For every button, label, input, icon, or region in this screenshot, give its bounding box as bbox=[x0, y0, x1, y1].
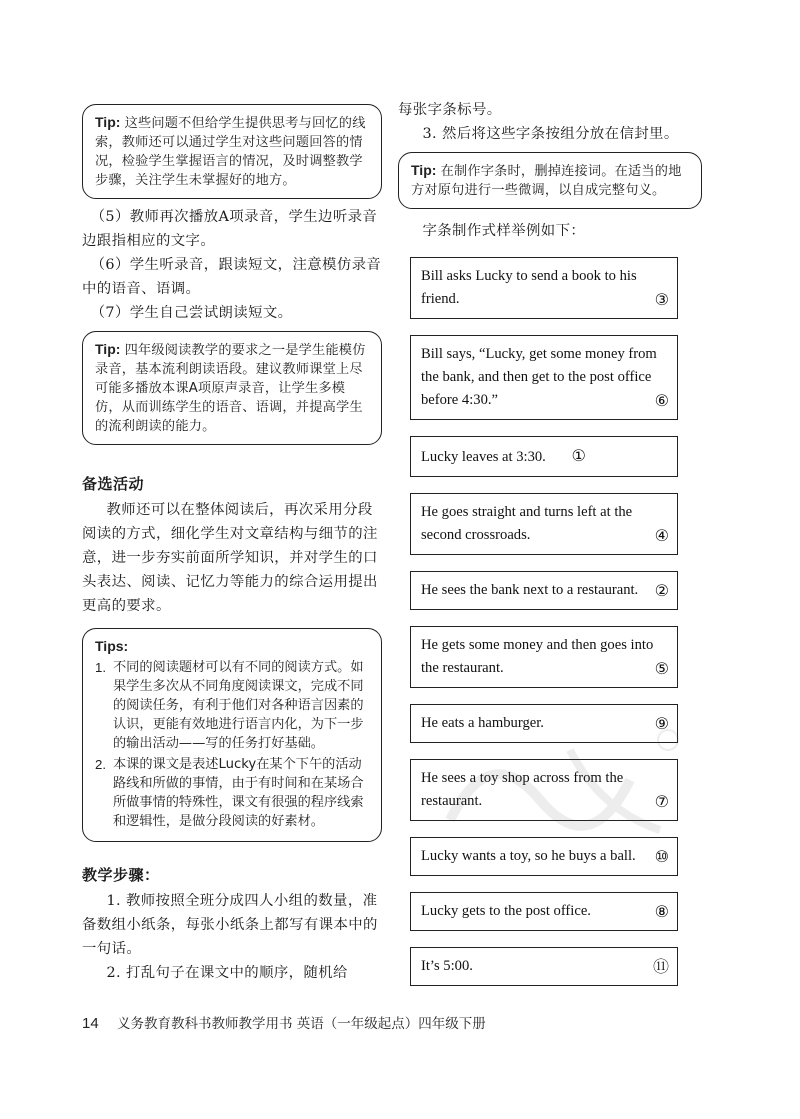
strip-text: Bill says, “Lucky, get some money from the bank, and then get to the post office before 4:30.” bbox=[421, 346, 657, 408]
tip-label: Tip: bbox=[95, 114, 121, 130]
sentence-strip bbox=[410, 571, 678, 610]
step-7: （7）学生自己尝试朗读短文。 bbox=[90, 305, 293, 321]
tip-text: 在制作字条时，删掉连接词。在适当的地方对原句进行一些微调，以自成完整句义。 bbox=[411, 164, 682, 198]
strip-text: He sees the bank next to a restaurant. bbox=[421, 582, 639, 598]
sentence-strips bbox=[410, 257, 678, 986]
book-title: 义务教育教科书教师教学用书 英语（一年级起点）四年级下册 bbox=[116, 1016, 486, 1032]
strip-number: ⑦ bbox=[654, 792, 669, 811]
sentence-strip bbox=[410, 257, 678, 319]
left-column bbox=[82, 96, 382, 985]
sentence-strip bbox=[410, 837, 678, 876]
tip-box-2 bbox=[82, 331, 382, 445]
tip-label: Tip: bbox=[411, 162, 437, 178]
sentence-strip bbox=[410, 493, 678, 555]
strip-number: ③ bbox=[654, 290, 669, 309]
strip-number: ⑩ bbox=[654, 847, 669, 866]
strip-text: Bill asks Lucky to send a book to his friend. bbox=[421, 268, 637, 307]
strip-text: Lucky wants a toy, so he buys a ball. bbox=[421, 848, 636, 864]
section-title-teaching-steps: 教学步骤： bbox=[82, 866, 160, 884]
strip-text: He sees a toy shop across from the restaurant. bbox=[421, 770, 624, 809]
sentence-strip bbox=[410, 704, 678, 743]
sentence-strip bbox=[410, 892, 678, 931]
step-5: （5）教师再次播放A项录音，学生边听录音边跟指相应的文字。 bbox=[82, 209, 378, 249]
strip-number: ⑧ bbox=[654, 902, 669, 921]
strip-text: Lucky leaves at 3:30. bbox=[421, 449, 546, 465]
continued-text: 每张字条标号。 bbox=[398, 102, 502, 118]
tips-item-number: 2. bbox=[95, 757, 106, 772]
section-title-alternative: 备选活动 bbox=[82, 475, 145, 493]
teaching-step-2: 2. 打乱句子在课文中的顺序，随机给 bbox=[106, 965, 348, 981]
tips-label: Tips: bbox=[95, 638, 129, 654]
tips-item-number: 1. bbox=[95, 660, 106, 675]
strip-text: He gets some money and then goes into the restaurant. bbox=[421, 637, 654, 676]
strip-number: ⑤ bbox=[654, 659, 669, 678]
tip-label: Tip: bbox=[95, 341, 121, 357]
strip-text: Lucky gets to the post office. bbox=[421, 903, 591, 919]
sentence-strip bbox=[410, 626, 678, 688]
sentence-strip bbox=[410, 759, 678, 821]
strip-text: He eats a hamburger. bbox=[421, 715, 544, 731]
strip-text: It’s 5:00. bbox=[421, 958, 473, 974]
strip-number: ④ bbox=[654, 526, 669, 545]
strip-number: ⑥ bbox=[654, 391, 669, 410]
sentence-strip bbox=[410, 436, 678, 477]
strip-text: He goes straight and turns left at the second crossroads. bbox=[421, 504, 633, 543]
strip-number: ② bbox=[654, 581, 669, 600]
tip-text: 四年级阅读教学的要求之一是学生能模仿录音，基本流利朗读语段。建议教师课堂上尽可能多播放本课A项原声录音，让学生多模仿，从而训练学生的语音、语调，并提高学生的流利朗读的能力。 bbox=[95, 343, 366, 434]
strip-number: ① bbox=[571, 446, 586, 465]
step-6: （6）学生听录音，跟读短文，注意模仿录音中的语音、语调。 bbox=[82, 257, 382, 297]
tips-list bbox=[95, 658, 371, 831]
tips-item-1 bbox=[95, 658, 371, 753]
alternative-activity-text: 教师还可以在整体阅读后，再次采用分段阅读的方式，细化学生对文章结构与细节的注意，进一步夯实前面所学知识，并对学生的口头表达、阅读、记忆力等能力的综合运用提出更高的要求。 bbox=[82, 502, 378, 614]
page-number: 14 bbox=[82, 1015, 99, 1032]
tips-item-2 bbox=[95, 755, 371, 831]
strip-number: ⑨ bbox=[654, 714, 669, 733]
tip-box-right bbox=[398, 152, 702, 209]
tip-box-1 bbox=[82, 104, 382, 199]
sentence-strip bbox=[410, 335, 678, 420]
step-3: 3. 然后将这些字条按组分放在信封里。 bbox=[422, 126, 679, 142]
page-footer bbox=[82, 1012, 722, 1032]
tips-item-text: 不同的阅读题材可以有不同的阅读方式。如果学生多次从不同角度阅读课文，完成不同的阅读任务，有利于他们对各种语言因素的认识，更能有效地进行语言内化，为下一步的输出活动——写的任务打好基础。 bbox=[113, 660, 364, 751]
tip-text: 这些问题不但给学生提供思考与回忆的线索，教师还可以通过学生对这些问题回答的情况，检验学生掌握语言的情况，及时调整教学步骤，关注学生未掌握好的地方。 bbox=[95, 116, 366, 188]
tips-box-3 bbox=[82, 628, 382, 842]
right-column bbox=[398, 96, 702, 1002]
tips-item-text: 本课的课文是表述Lucky在某个下午的活动路线和所做的事情，由于有时间和在某场合所做事情的特殊性，课文有很强的程序线索和逻辑性，是做分段阅读的好素材。 bbox=[113, 757, 364, 829]
sample-intro: 字条制作式样举例如下： bbox=[422, 223, 586, 239]
sentence-strip bbox=[410, 947, 678, 986]
strip-number: ⑪ bbox=[652, 957, 669, 976]
teaching-step-1: 1. 教师按照全班分成四人小组的数量，准备数组小纸条，每张小纸条上都写有课本中的一句话。 bbox=[82, 893, 378, 957]
